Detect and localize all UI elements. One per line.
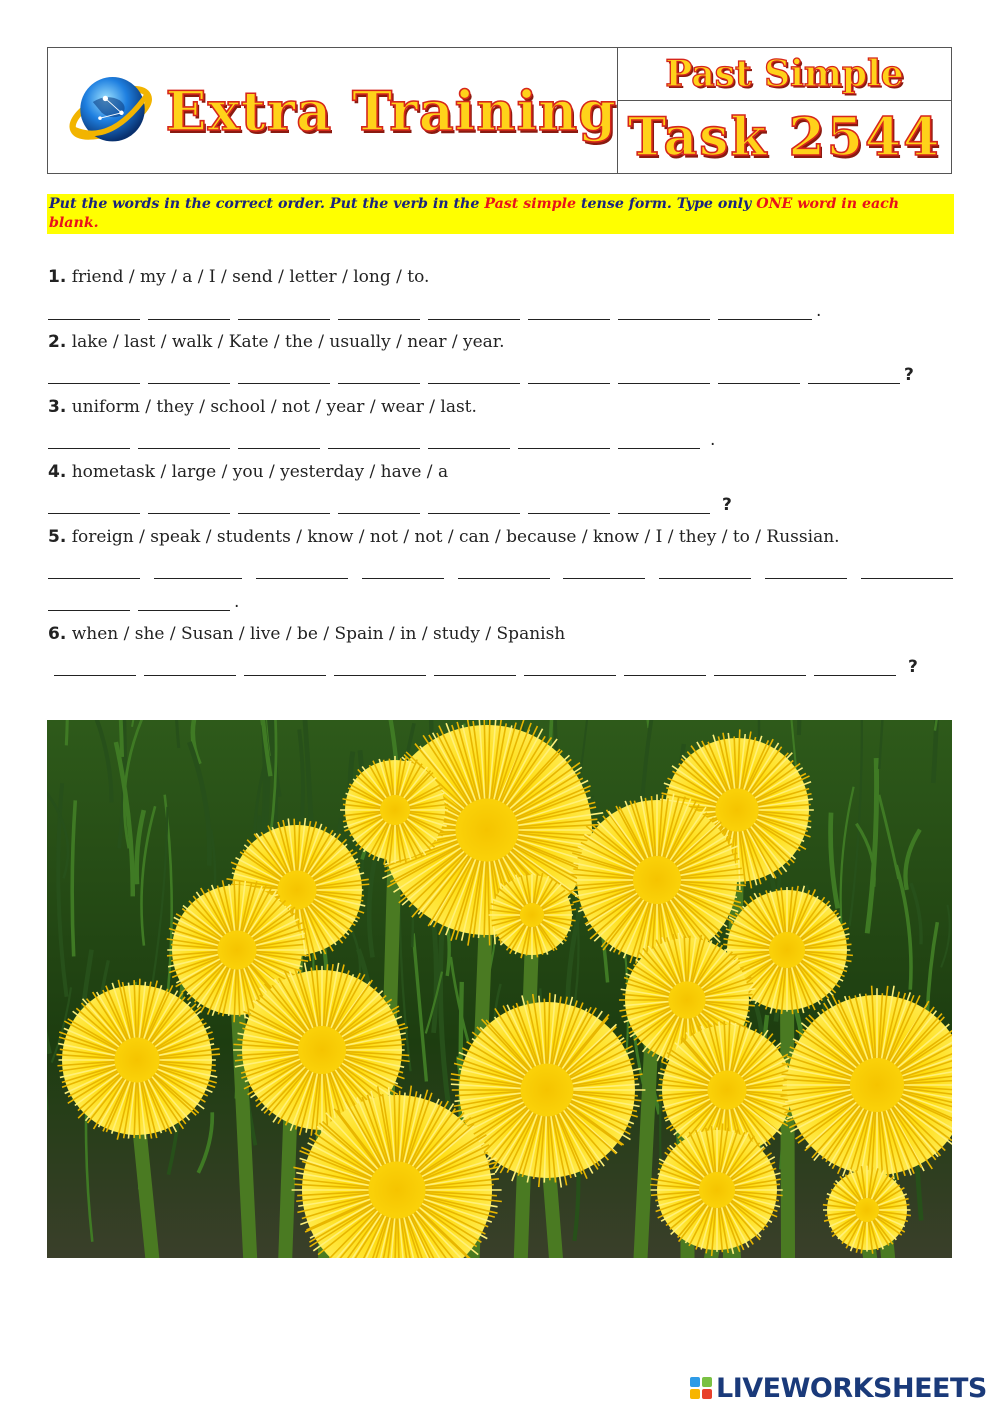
exercise-5-prompt bbox=[48, 526, 840, 548]
sentence-end-mark: . bbox=[234, 592, 240, 612]
dandelion-illustration bbox=[47, 720, 952, 1258]
exercise-1-answer-row bbox=[48, 296, 821, 320]
instruction-highlight-tense: Past simple bbox=[484, 196, 577, 212]
answer-blank[interactable] bbox=[48, 610, 130, 611]
answer-blank[interactable] bbox=[765, 578, 847, 579]
sentence-end-mark: . bbox=[710, 430, 716, 450]
exercise-3-answer-row bbox=[48, 425, 715, 449]
liveworksheets-icon bbox=[690, 1377, 712, 1399]
brand-title: Extra Training bbox=[165, 78, 617, 143]
answer-blank[interactable] bbox=[362, 578, 444, 579]
answer-blank[interactable] bbox=[238, 319, 330, 320]
answer-blank[interactable] bbox=[138, 610, 230, 611]
answer-blank[interactable] bbox=[624, 675, 706, 676]
subject-title: Past Simple bbox=[665, 53, 904, 95]
answer-blank[interactable] bbox=[524, 675, 616, 676]
answer-blank[interactable] bbox=[148, 513, 230, 514]
answer-blank[interactable] bbox=[434, 675, 516, 676]
answer-blank[interactable] bbox=[48, 513, 140, 514]
exercise-5-answer-row-2 bbox=[48, 587, 239, 611]
answer-blank[interactable] bbox=[528, 383, 610, 384]
answer-blank[interactable] bbox=[718, 319, 812, 320]
answer-blank[interactable] bbox=[256, 578, 348, 579]
answer-blank[interactable] bbox=[563, 578, 645, 579]
task-number: Task 2544 bbox=[627, 106, 942, 168]
answer-blank[interactable] bbox=[48, 383, 140, 384]
answer-blank[interactable] bbox=[428, 513, 520, 514]
worksheet-header bbox=[47, 47, 952, 174]
exercise-4-answer-row bbox=[48, 490, 732, 514]
answer-blank[interactable] bbox=[428, 383, 520, 384]
instruction-text bbox=[47, 194, 954, 234]
exercise-words: hometask / large / you / yesterday / have / a bbox=[71, 462, 449, 482]
sentence-end-mark: . bbox=[816, 301, 822, 321]
sentence-end-mark: ? bbox=[908, 657, 918, 677]
sentence-end-mark: ? bbox=[722, 495, 732, 515]
exercise-number: 4. bbox=[48, 462, 67, 482]
answer-blank[interactable] bbox=[814, 675, 896, 676]
liveworksheets-wordmark: LIVEWORKSHEETS bbox=[716, 1372, 987, 1404]
answer-blank[interactable] bbox=[338, 319, 420, 320]
task-cell bbox=[618, 101, 951, 173]
answer-blank[interactable] bbox=[338, 513, 420, 514]
exercise-words: lake / last / walk / Kate / the / usually / near / year. bbox=[71, 332, 505, 352]
answer-blank[interactable] bbox=[428, 448, 510, 449]
exercise-number: 5. bbox=[48, 527, 67, 547]
answer-blank[interactable] bbox=[154, 578, 242, 579]
answer-blank[interactable] bbox=[238, 513, 330, 514]
answer-blank[interactable] bbox=[48, 578, 140, 579]
subject-cell bbox=[618, 48, 951, 101]
answer-blank[interactable] bbox=[138, 448, 230, 449]
answer-blank[interactable] bbox=[334, 675, 426, 676]
answer-blank[interactable] bbox=[808, 383, 900, 384]
answer-blank[interactable] bbox=[144, 675, 236, 676]
dandelion-photo bbox=[47, 720, 952, 1258]
answer-blank[interactable] bbox=[54, 675, 136, 676]
answer-blank[interactable] bbox=[714, 675, 806, 676]
exercise-number: 2. bbox=[48, 332, 67, 352]
exercise-words: friend / my / a / I / send / letter / long / to. bbox=[71, 267, 430, 287]
exercise-6-prompt bbox=[48, 623, 565, 645]
answer-blank[interactable] bbox=[659, 578, 751, 579]
instruction-part-1: Put the words in the correct order. Put the verb in the bbox=[49, 196, 485, 212]
sentence-end-mark: ? bbox=[904, 365, 914, 385]
exercise-words: when / she / Susan / live / be / Spain / in / study / Spanish bbox=[71, 624, 566, 644]
header-brand-cell bbox=[48, 48, 618, 173]
answer-blank[interactable] bbox=[238, 448, 320, 449]
exercise-words: foreign / speak / students / know / not / not / can / because / know / I / they / to / Russian. bbox=[71, 527, 840, 547]
answer-blank[interactable] bbox=[328, 448, 420, 449]
exercise-5-answer-row-1 bbox=[48, 555, 953, 579]
answer-blank[interactable] bbox=[148, 383, 230, 384]
instruction-highlight-one-word: ONE word in each blank. bbox=[49, 196, 900, 231]
answer-blank[interactable] bbox=[428, 319, 520, 320]
exercise-number: 1. bbox=[48, 267, 67, 287]
answer-blank[interactable] bbox=[528, 513, 610, 514]
answer-blank[interactable] bbox=[338, 383, 420, 384]
answer-blank[interactable] bbox=[148, 319, 230, 320]
globe-logo-icon bbox=[66, 65, 155, 157]
answer-blank[interactable] bbox=[48, 448, 130, 449]
answer-blank[interactable] bbox=[618, 383, 710, 384]
instruction-part-2: tense form. Type only bbox=[576, 196, 757, 212]
answer-blank[interactable] bbox=[618, 319, 710, 320]
header-task-cell bbox=[618, 48, 951, 173]
exercise-number: 6. bbox=[48, 624, 67, 644]
answer-blank[interactable] bbox=[618, 448, 700, 449]
answer-blank[interactable] bbox=[238, 383, 330, 384]
answer-blank[interactable] bbox=[618, 513, 710, 514]
exercise-1-prompt bbox=[48, 266, 429, 288]
exercise-3-prompt bbox=[48, 396, 477, 418]
answer-blank[interactable] bbox=[244, 675, 326, 676]
exercise-2-prompt bbox=[48, 331, 504, 353]
exercise-4-prompt bbox=[48, 461, 448, 483]
answer-blank[interactable] bbox=[48, 319, 140, 320]
exercise-words: uniform / they / school / not / year / wear / last. bbox=[71, 397, 477, 417]
exercise-2-answer-row bbox=[48, 360, 914, 384]
answer-blank[interactable] bbox=[458, 578, 550, 579]
answer-blank[interactable] bbox=[518, 448, 610, 449]
liveworksheets-logo bbox=[690, 1373, 987, 1403]
answer-blank[interactable] bbox=[528, 319, 610, 320]
exercise-6-answer-row bbox=[54, 652, 918, 676]
answer-blank[interactable] bbox=[718, 383, 800, 384]
exercise-number: 3. bbox=[48, 397, 67, 417]
answer-blank[interactable] bbox=[861, 578, 953, 579]
